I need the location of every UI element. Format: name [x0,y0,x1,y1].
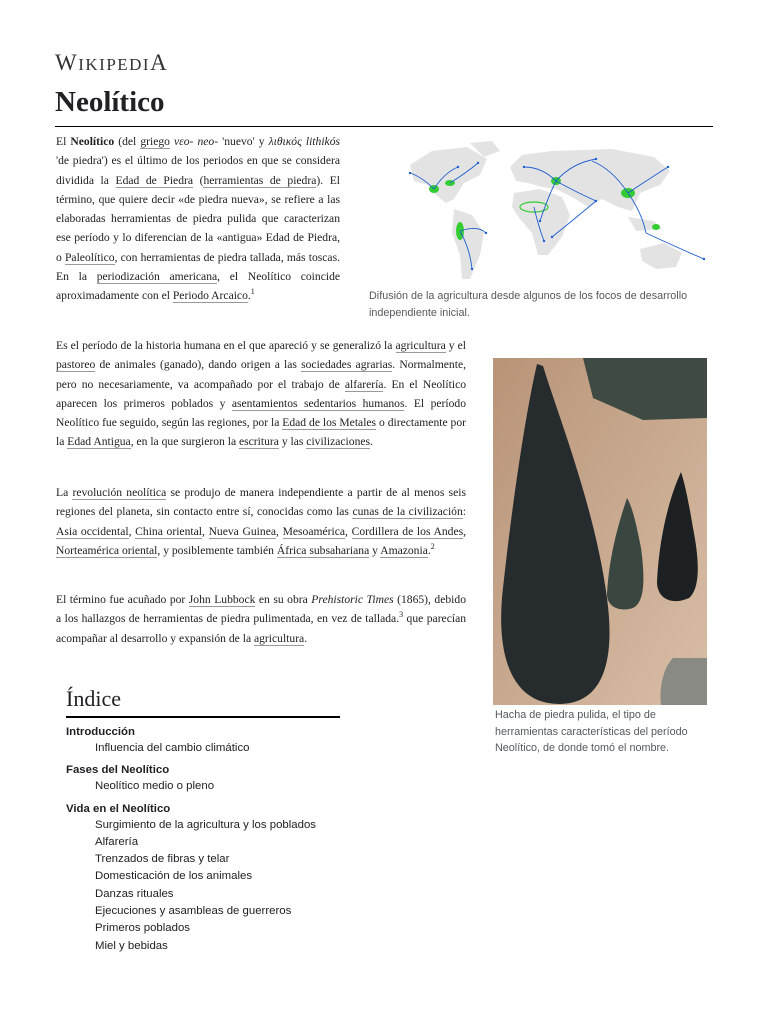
p2-text: . Normalmente, pero no necesariamente, va acompañado por el trabajo de [56,358,466,391]
p1-text: ( [193,173,204,187]
link-nueva-guinea[interactable]: Nueva Guinea [208,524,276,538]
p2-text: Es el período de la historia humana en el que apareció y se generalizó la [56,339,396,352]
p2-text: o directamente por la [56,416,466,449]
title-divider [55,126,713,127]
p1-text: (del [114,135,141,148]
toc-item[interactable]: Alfarería [95,835,139,848]
p4-text: que parecían acompañar al desarrollo y expansión de la [56,612,467,645]
link-africa-subsahariana[interactable]: África subsahariana [276,543,370,557]
photo-caption: Hacha de piedra pulida, el tipo de herramientas características del período Neolítico, de donde tomó el nombre. [495,709,688,754]
p1-text: 'de piedra') es el último de los periodos en que se considera dividida la [56,154,340,187]
p2-text: . El período Neolítico fue seguido, según las regiones, por la [56,396,466,430]
link-civilizaciones[interactable]: civilizaciones [306,435,371,449]
toc-item[interactable]: Influencia del cambio climático [95,742,250,754]
intro-paragraph-3 [56,483,466,560]
reference-2[interactable]: 2 [430,542,435,552]
p1-greek-term: λιθικός lithikós [268,135,341,148]
link-john-lubbock[interactable]: John Lubbock [188,593,256,606]
intro-paragraph-1 [56,132,340,306]
toc-item[interactable]: Surgimiento de la agricultura y los poblados [95,818,316,831]
link-revolucion-neolitica[interactable]: revolución neolítica [72,486,167,499]
p1-text: El [56,135,71,148]
page-title: Neolítico [55,86,165,118]
wikipedia-logo[interactable]: WIKIPEDIA [55,50,169,75]
p2-text: . En el Neolítico aparecen los primeros poblados y [56,377,467,410]
link-edad-antigua[interactable]: Edad Antigua [67,435,131,449]
p3-text: . [427,543,431,557]
p1-greek-term: νεο- neo- [174,135,219,148]
p1-text: , con herramientas de piedra tallada, más toscas. En la [56,250,340,284]
link-cordillera-de-los-andes[interactable]: Cordillera de los Andes [351,524,464,538]
toc-section-vida[interactable]: Vida en el Neolítico [66,802,171,815]
reference-1[interactable]: 1 [250,287,255,297]
p3-text: , [128,524,136,538]
intro-paragraph-4 [56,590,466,648]
p3-text: se produjo de manera independiente a partir de al menos seis regiones del planeta, sin contacto entre sí, conocidas como las [56,486,466,519]
toc-divider [66,716,340,718]
p4-text: El término fue acuñado por [56,593,189,606]
link-amazonia[interactable]: Amazonia [380,543,428,557]
p1-text: , el Neolítico coincide aproximadamente con el [56,270,341,303]
link-agricultura-2[interactable]: agricultura [253,631,305,645]
p2-text: y el [445,339,467,352]
link-edad-de-piedra[interactable]: Edad de Piedra [115,173,194,187]
p4-text: en su obra [255,593,312,606]
link-mesoamerica[interactable]: Mesoamérica [282,524,346,538]
link-asia-occidental[interactable]: Asia occidental [56,524,129,538]
link-edad-de-los-metales[interactable]: Edad de los Metales [282,416,377,430]
p3-text: , [345,524,352,538]
link-periodizacion-americana[interactable]: periodización americana [96,270,218,284]
table-of-contents [66,724,316,955]
map-caption: Difusión de la agricultura desde algunos de los focos de desarrollo independiente inicial. [369,290,688,319]
p2-text: , en la que surgieron la [130,435,239,449]
p2-text: y las [278,435,307,449]
toc-item[interactable]: Danzas rituales [95,887,174,900]
p2-text: . [370,435,373,449]
link-escritura[interactable]: escritura [239,435,279,449]
link-cunas-de-la-civilizacion[interactable]: cunas de la civilización [352,505,463,519]
toc-item[interactable]: Primeros poblados [95,922,190,935]
link-sociedades-agrarias[interactable]: sociedades agrarias [301,358,393,372]
toc-title: Índice [66,686,121,711]
toc-section-introduccion[interactable]: Introducción [66,726,135,738]
reference-3[interactable]: 3 [399,610,404,620]
toc-item[interactable]: Neolítico medio o pleno [95,780,215,793]
toc-item[interactable]: Domesticación de los animales [95,870,253,883]
toc-item[interactable]: Ejecuciones y asambleas de guerreros [95,905,292,918]
toc-item[interactable]: Trenzados de fibras y telar [95,853,230,866]
link-pastoreo[interactable]: pastoreo [56,358,96,372]
stone-axes-drawing [493,358,707,705]
p1-bold-term: Neolítico [70,135,115,148]
polished-stone-axe-photo[interactable] [493,358,707,705]
toc-section-fases[interactable]: Fases del Neolítico [66,764,170,777]
link-agricultura[interactable]: agricultura [395,339,446,352]
p1-text: 'nuevo' y [218,135,269,148]
intro-paragraph-2 [56,336,466,452]
p1-text: . [247,289,251,303]
agriculture-diffusion-map[interactable] [392,137,712,282]
p4-text: (1865), debido a los hallazgos de herramientas de piedra pulimentada, en vez de tallada. [56,593,466,626]
p4-text: . [304,631,308,645]
link-herramientas-de-piedra[interactable]: herramientas de piedra [203,173,317,187]
link-alfareria[interactable]: alfarería [344,377,384,391]
p3-text: , [275,524,283,538]
p3-text: , [463,524,467,538]
p1-text: ). El término, que quiere decir «de piedra nueva», se refiere a las elaboradas herramientas de piedra pulida que caracterizan ese período y lo diferencian de la «antigua» Edad de Piedra, o [56,173,341,264]
p3-text: , [201,524,209,538]
link-norteamerica-oriental[interactable]: Norteamérica oriental [56,543,158,557]
p3-text: : [462,505,466,519]
p4-book-title: Prehistoric Times [311,593,394,606]
link-griego[interactable]: griego [140,135,170,148]
link-paleolitico[interactable]: Paleolítico [64,250,115,264]
link-china-oriental[interactable]: China oriental [135,524,202,538]
p3-text: , y posiblemente también [157,543,277,557]
p3-text: y [369,543,381,557]
p2-text: de animales (ganado), dando origen a las [95,358,302,372]
toc-item[interactable]: Miel y bebidas [95,939,168,952]
link-periodo-arcaico[interactable]: Periodo Arcaico [172,289,248,303]
link-asentamientos-sedentarios[interactable]: asentamientos sedentarios humanos [231,396,405,410]
p3-text: La [56,486,73,499]
